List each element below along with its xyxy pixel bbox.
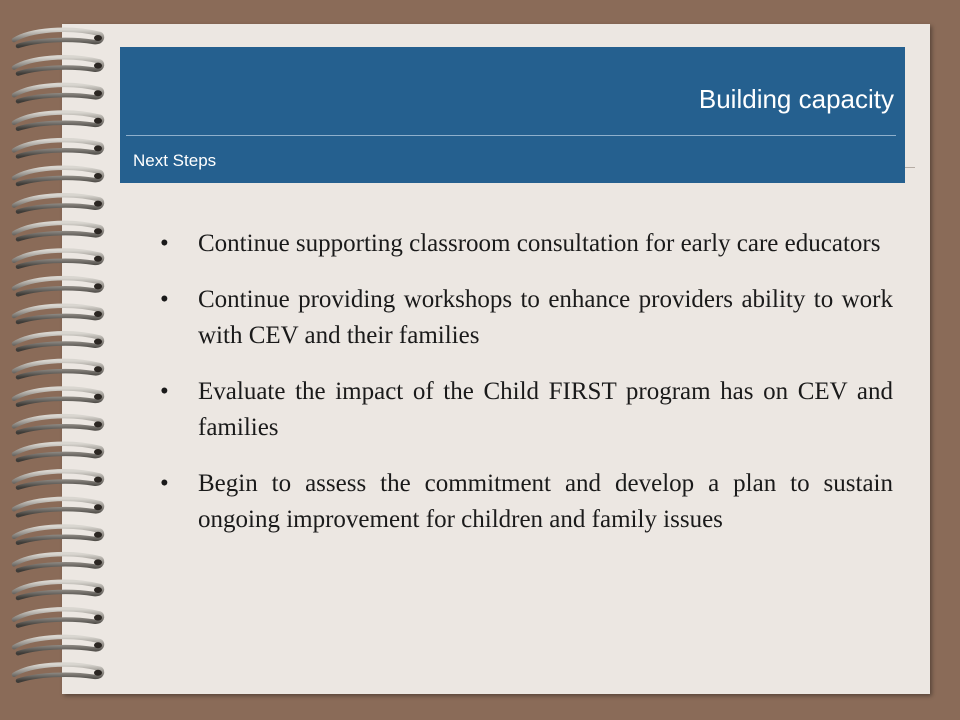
bullet-text: Continue supporting classroom consultation for early care educators	[198, 230, 881, 257]
slide-subtitle: Next Steps	[133, 151, 217, 170]
binding-ring	[14, 499, 102, 515]
binding-hole	[94, 173, 102, 179]
binding-hole	[94, 35, 102, 41]
bullet-item	[158, 282, 893, 354]
binding-ring	[14, 168, 102, 184]
binding-ring	[14, 195, 102, 211]
binding-ring	[14, 389, 102, 405]
side-divider	[905, 167, 915, 168]
binding-hole	[94, 615, 102, 621]
binding-ring	[14, 665, 102, 681]
binding-hole	[94, 228, 102, 234]
spiral-binding	[8, 20, 108, 710]
binding-hole	[94, 394, 102, 400]
binding-ring	[14, 57, 102, 73]
binding-hole	[94, 145, 102, 151]
binding-hole	[94, 256, 102, 262]
binding-ring	[14, 333, 102, 349]
binding-hole	[94, 670, 102, 676]
binding-ring	[14, 637, 102, 653]
binding-hole	[94, 366, 102, 372]
binding-hole	[94, 311, 102, 317]
binding-hole	[94, 118, 102, 124]
bullet-item	[158, 226, 893, 262]
bullet-text: Continue providing workshops to enhance providers ability to work with CEV and their families	[198, 286, 893, 349]
header-divider	[126, 135, 896, 136]
bullet-icon: •	[160, 286, 169, 313]
binding-hole	[94, 201, 102, 207]
bullet-icon: •	[160, 378, 169, 405]
binding-ring	[14, 527, 102, 543]
binding-ring	[14, 416, 102, 432]
binding-ring	[14, 30, 102, 46]
binding-ring	[14, 113, 102, 129]
binding-ring	[14, 223, 102, 239]
bullet-icon: •	[160, 470, 169, 497]
bullet-icon: •	[160, 230, 169, 257]
binding-ring	[14, 582, 102, 598]
binding-hole	[94, 559, 102, 565]
binding-ring	[14, 278, 102, 294]
binding-ring	[14, 251, 102, 267]
binding-hole	[94, 339, 102, 345]
binding-ring	[14, 444, 102, 460]
binding-hole	[94, 587, 102, 593]
binding-hole	[94, 504, 102, 510]
binding-ring	[14, 609, 102, 625]
bullet-text: Begin to assess the commitment and develop a plan to sustain ongoing improvement for children and family issues	[198, 470, 893, 533]
binding-hole	[94, 449, 102, 455]
binding-hole	[94, 90, 102, 96]
binding-ring	[14, 306, 102, 322]
binding-ring	[14, 85, 102, 101]
header-bar	[120, 47, 905, 183]
binding-hole	[94, 532, 102, 538]
bullet-item	[158, 374, 893, 446]
binding-ring	[14, 554, 102, 570]
binding-hole	[94, 63, 102, 69]
bullet-item	[158, 466, 893, 538]
binding-hole	[94, 421, 102, 427]
binding-hole	[94, 283, 102, 289]
bullet-list	[158, 226, 893, 558]
bullet-text: Evaluate the impact of the Child FIRST program has on CEV and families	[198, 378, 893, 441]
binding-hole	[94, 477, 102, 483]
binding-hole	[94, 642, 102, 648]
binding-ring	[14, 140, 102, 156]
binding-ring	[14, 471, 102, 487]
slide-title: Building capacity	[698, 84, 894, 114]
binding-ring	[14, 361, 102, 377]
